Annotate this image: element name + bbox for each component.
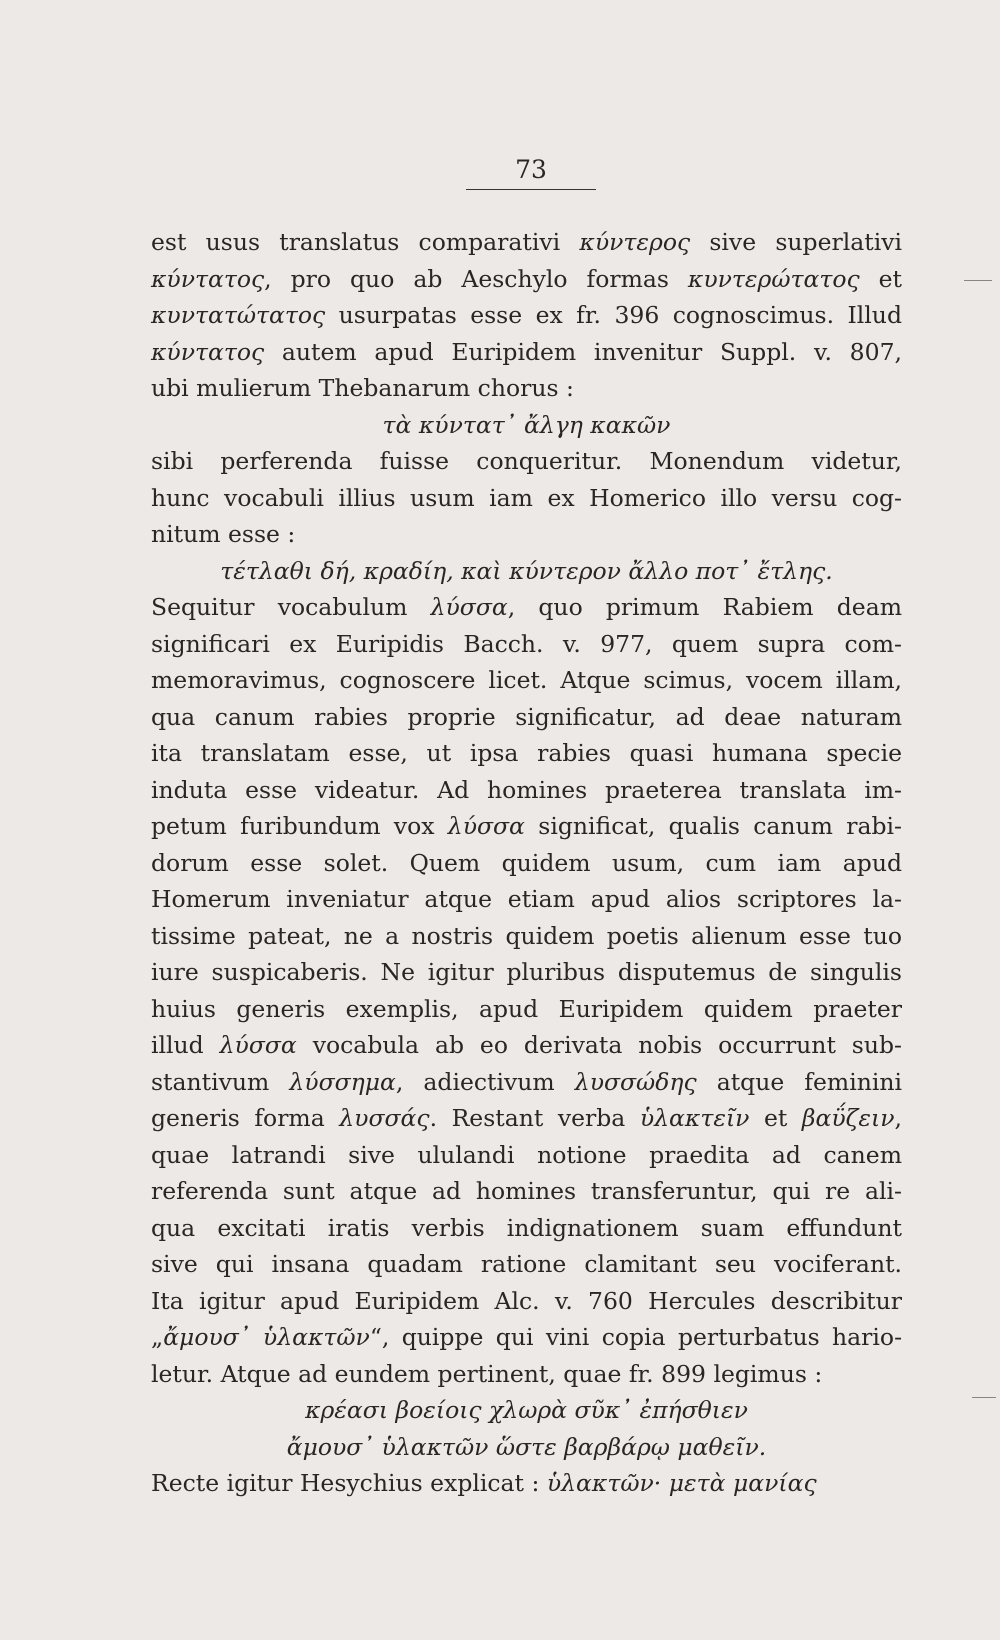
latin-text: qua canum rabies proprie significatur, ad deae naturam [151, 702, 902, 731]
text-line [151, 443, 902, 480]
greek-term: λύσσα [219, 1031, 297, 1059]
latin-text: Sequitur vocabulum [151, 593, 431, 621]
latin-text: tissime pateat, ne a nostris quidem poetis alienum esse tuo [151, 921, 902, 950]
greek-term: κυντατώτατος [151, 301, 326, 329]
page-number-rule [466, 189, 596, 190]
greek-term: λύσσημα [289, 1067, 396, 1096]
latin-text: nitum esse : [151, 520, 296, 548]
text-line [151, 1137, 902, 1174]
greek-term: κρέασι βοείοις χλωρὰ σῦκ᾽ ἐπήσθιεν [305, 1396, 748, 1424]
text-line [151, 918, 902, 955]
greek-term: κύντερος [579, 228, 691, 256]
latin-text: “, quippe qui vini copia perturbatus hario- [369, 1323, 903, 1351]
quoted-verse-line [151, 1392, 902, 1429]
text-line [151, 1210, 902, 1247]
latin-text: Ita igitur apud Euripidem Alc. v. 760 Hercules describitur [151, 1286, 902, 1315]
text-line [151, 845, 902, 882]
text-line [151, 772, 902, 809]
latin-text: significari ex Euripidis Bacch. v. 977, quem supra com- [151, 629, 902, 658]
greek-term: κύντατος [151, 264, 265, 293]
latin-text: hunc vocabuli illius usum iam ex Homerico illo versu cog- [151, 483, 902, 512]
text-line [151, 808, 902, 845]
page-number: 73 [515, 155, 547, 184]
latin-text: ita translatam esse, ut ipsa rabies quasi humana specie [151, 739, 902, 767]
text-line [151, 516, 902, 553]
quoted-verse-line [151, 553, 902, 590]
latin-text: , pro quo ab Aeschylo formas [264, 264, 688, 293]
latin-text: sibi perferenda fuisse conqueritur. Monendum videtur, [151, 447, 902, 475]
body-text [151, 224, 902, 1502]
latin-text: dorum esse solet. Quem quidem usum, cum iam apud [151, 848, 902, 877]
quoted-verse-line [151, 1429, 902, 1466]
latin-text: memoravimus, cognoscere licet. Atque scimus, vocem illam, [151, 666, 902, 694]
greek-term: λύσσα [430, 593, 508, 621]
text-line [151, 1246, 902, 1283]
latin-text: huius generis exemplis, apud Euripidem quidem praeter [151, 994, 902, 1023]
latin-text: atque feminini [696, 1067, 903, 1096]
text-line [151, 224, 902, 261]
latin-text: illud [151, 1031, 220, 1059]
text-line [151, 1064, 902, 1101]
latin-text: referenda sunt atque ad homines transferuntur, qui re ali- [151, 1177, 902, 1205]
greek-term: ὑλακτῶν· μετὰ μανίας [546, 1469, 817, 1497]
text-line [151, 1027, 902, 1064]
quoted-verse-line [151, 407, 902, 444]
latin-text: . Restant verba [429, 1104, 640, 1132]
text-line [151, 1465, 902, 1502]
latin-text: usurpatas esse ex fr. 396 cognoscimus. Illud [325, 301, 902, 329]
greek-term: κυντερώτατος [687, 264, 860, 293]
latin-text: Homerum inveniatur atque etiam apud alios scriptores la- [151, 885, 902, 913]
margin-mark [964, 280, 992, 281]
text-line [151, 991, 902, 1028]
greek-term: τὰ κύντατ᾽ ἄλγη κακῶν [382, 410, 671, 439]
greek-term: λυσσώδης [574, 1067, 697, 1096]
latin-text: iure suspicaberis. Ne igitur pluribus disputemus de singulis [151, 958, 902, 986]
greek-term: λυσσάς [339, 1104, 430, 1132]
latin-text: Recte igitur Hesychius explicat : [151, 1469, 547, 1497]
text-line [151, 954, 902, 991]
latin-text: generis forma [151, 1104, 340, 1132]
latin-text: „ [151, 1323, 164, 1351]
text-line [151, 334, 902, 371]
latin-text: stantivum [151, 1067, 290, 1096]
text-line [151, 699, 902, 736]
latin-text: petum furibundum vox [151, 812, 448, 840]
latin-text: est usus translatus comparativi [151, 228, 580, 256]
latin-text: sive qui insana quadam ratione clamitant seu vociferant. [151, 1250, 902, 1278]
latin-text: autem apud Euripidem invenitur Suppl. v. 807, [264, 337, 902, 366]
margin-mark [972, 1397, 996, 1398]
text-line [151, 480, 902, 517]
latin-text: letur. Atque ad eundem pertinent, quae fr. 899 legimus : [151, 1359, 823, 1388]
latin-text: , quo primum Rabiem deam [507, 593, 902, 621]
greek-term: τέτλαθι δή, κραδίη, καὶ κύντερον ἄλλο ποτ᾽ ἔτλης. [220, 556, 833, 585]
greek-term: ὑλακτεῖν [639, 1104, 750, 1132]
text-line [151, 626, 902, 663]
text-line [151, 1319, 902, 1356]
latin-text: , [894, 1104, 902, 1132]
text-line [151, 1173, 902, 1210]
latin-text: ubi mulierum Thebanarum chorus : [151, 374, 574, 402]
greek-term: κύντατος [151, 337, 265, 366]
latin-text: , adiectivum [395, 1067, 575, 1096]
text-line [151, 261, 902, 298]
text-line [151, 662, 902, 699]
text-line [151, 735, 902, 772]
latin-text: et [749, 1104, 802, 1132]
latin-text: quae latrandi sive ululandi notione praedita ad canem [151, 1140, 902, 1169]
text-line [151, 881, 902, 918]
latin-text: vocabula ab eo derivata nobis occurrunt sub- [296, 1031, 902, 1059]
latin-text: significat, qualis canum rabi- [524, 812, 902, 840]
greek-term: λύσσα [447, 812, 525, 840]
text-line [151, 370, 902, 407]
latin-text: sive superlativi [690, 228, 902, 256]
text-line [151, 297, 902, 334]
text-line [151, 589, 902, 626]
latin-text: induta esse videatur. Ad homines praeterea translata im- [151, 775, 902, 804]
text-line [151, 1100, 902, 1137]
greek-term: ἄμουσ᾽ ὑλακτῶν [163, 1323, 370, 1351]
text-line [151, 1283, 902, 1320]
latin-text: qua excitati iratis verbis indignationem suam effundunt [151, 1213, 902, 1242]
greek-term: ἄμουσ᾽ ὑλακτῶν ὥστε βαρβάρῳ μαθεῖν. [286, 1432, 767, 1461]
latin-text: et [859, 264, 902, 293]
greek-term: βαΰζειν [801, 1104, 895, 1132]
text-line [151, 1356, 902, 1393]
